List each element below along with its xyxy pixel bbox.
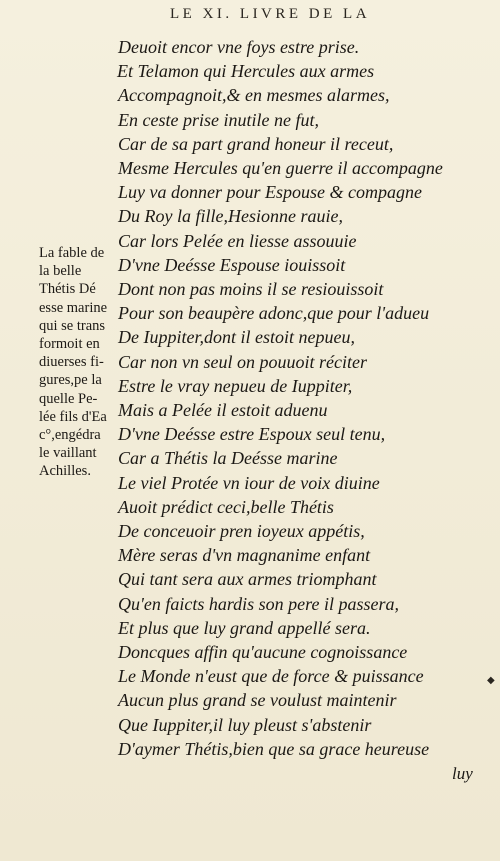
verse-line: Car a Thétis la Deésse marine xyxy=(118,448,338,469)
verse-line: Le viel Protée vn iour de voix diuine xyxy=(118,472,380,493)
verse-line: De conceuoir pren ioyeux appétis, xyxy=(118,521,365,541)
verse-line: De Iuppiter,dont il estoit nepueu, xyxy=(118,327,355,348)
verse-line: Car de sa part grand honeur il receut, xyxy=(118,133,394,154)
marginal-note-line: le vaillant xyxy=(39,445,97,462)
marginal-note-line: esse marine xyxy=(39,299,108,316)
verse-line: Le Monde n'eust que de force & puissance xyxy=(118,666,424,687)
verse-line: Car lors Pelée en liesse assouuie xyxy=(118,230,357,251)
verse-line: Car non vn seul on pouuoit réciter xyxy=(118,351,367,372)
verse-line: Deuoit encor vne foys estre prise. xyxy=(118,37,360,57)
marginal-note-line: Thétis Dé xyxy=(39,281,96,298)
verse-line: Mère seras d'vn magnanime enfant xyxy=(118,545,371,566)
verse-line: D'vne Deésse estre Espoux seul tenu, xyxy=(118,424,386,445)
marginal-note-line: lée fils d'Ea xyxy=(39,408,107,425)
running-head: LE XI. LIVRE DE LA xyxy=(170,6,371,22)
marginal-note-line: c°,engédra xyxy=(39,427,101,443)
verse-line: Auoit prédict ceci,belle Thétis xyxy=(118,496,334,517)
catchword: luy xyxy=(452,764,473,783)
verse-line: Mais a Pelée il estoit aduenu xyxy=(118,400,328,420)
verse-line: D'aymer Thétis,bien que sa grace heureuse xyxy=(118,738,430,759)
margin-mark: ◆ xyxy=(487,675,495,686)
verse-line: Et Telamon qui Hercules aux armes xyxy=(117,61,375,82)
verse-line: Aucun plus grand se voulust maintenir xyxy=(118,690,397,711)
verse-line: Et plus que luy grand appellé sera. xyxy=(118,617,371,638)
verse-line: Estre le vray nepueu de Iuppiter, xyxy=(118,375,353,396)
verse-line: Qui tant sera aux armes triomphant xyxy=(118,569,377,590)
marginal-note-line: quelle Pe- xyxy=(39,390,98,407)
verse-line: Dont non pas moins il se resiouissoit xyxy=(118,279,384,299)
verse-line: Luy va donner pour Espouse & compagne xyxy=(118,182,422,203)
marginal-note-line: gures,pe la xyxy=(39,372,102,389)
verse-line: Que Iuppiter,il luy pleust s'abstenir xyxy=(118,714,372,735)
verse-line: Accompagnoit,& en mesmes alarmes, xyxy=(118,85,390,106)
verse-line: Du Roy la fille,Hesionne rauie, xyxy=(118,206,343,227)
marginal-note-line: La fable de xyxy=(39,245,105,261)
verse-line: En ceste prise inutile ne fut, xyxy=(118,109,319,130)
marginal-note-line: la belle xyxy=(39,263,82,280)
marginal-note-line: formoit en xyxy=(39,336,100,352)
verse-line: Doncques affin qu'aucune cognoissance xyxy=(118,642,408,662)
verse-line: D'vne Deésse Espouse iouissoit xyxy=(118,254,346,275)
marginal-note-line: qui se trans xyxy=(39,317,106,334)
verse-line: Mesme Hercules qu'en guerre il accompagne xyxy=(118,158,443,178)
marginal-note-line: Achilles. xyxy=(39,463,91,480)
verse-line: Pour son beaupère adonc,que pour l'adueu xyxy=(118,303,430,324)
verse-line: Qu'en faicts hardis son pere il passera, xyxy=(118,593,400,614)
marginal-note-line: diuerses fi- xyxy=(39,354,104,371)
